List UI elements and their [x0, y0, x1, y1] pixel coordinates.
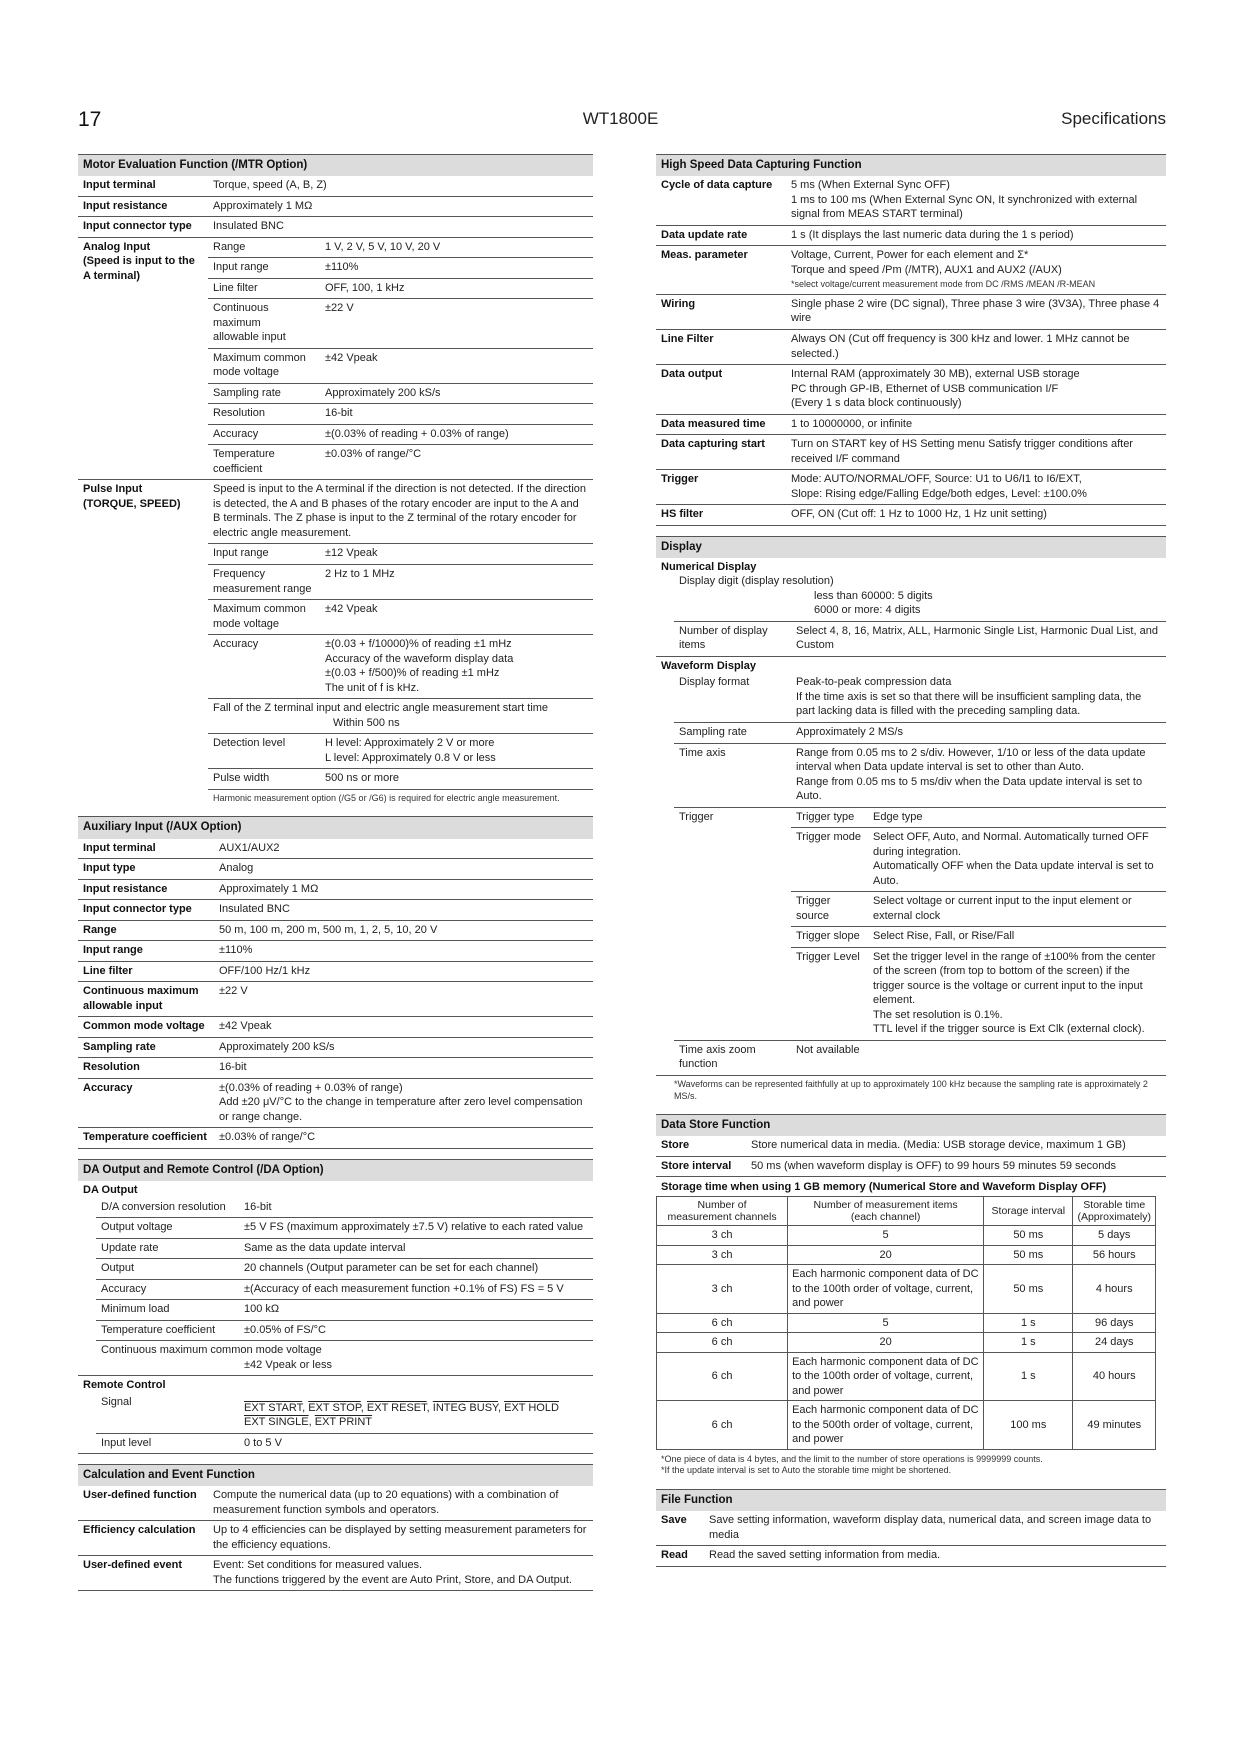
store-note-2: *If the update interval is set to Auto the storable time might be shortened. [661, 1465, 952, 1476]
zoom-key: Time axis zoom function [679, 1043, 756, 1071]
hs-table [656, 176, 1166, 525]
storage-cell: Each harmonic component data of DC to the 500th order of voltage, current, and power [788, 1401, 984, 1450]
pulse-row [208, 565, 593, 600]
storage-row [657, 1333, 1156, 1353]
da-item-row [96, 1218, 593, 1239]
storage-cell: 6 ch [657, 1401, 788, 1450]
pulse2-row [208, 769, 593, 790]
mtr-label: Input resistance [78, 196, 208, 217]
aux-row [78, 1037, 593, 1058]
storage-cell: 5 [788, 1226, 984, 1246]
storage-cell: 6 ch [657, 1313, 788, 1333]
trigger-key: Trigger slope [796, 930, 860, 943]
pulse2-value: H level: Approximately 2 V or more L level: Approximately 0.8 V or less [325, 737, 496, 764]
storage-cell: 3 ch [657, 1226, 788, 1246]
display-items-key: Number of display items [679, 624, 768, 652]
storage-row [657, 1245, 1156, 1265]
wave-key: Sampling rate [679, 725, 747, 738]
da-item-key: Output voltage [101, 1221, 173, 1234]
aux-label: Accuracy [78, 1078, 214, 1128]
store-row [656, 1136, 1166, 1156]
storage-row [657, 1313, 1156, 1333]
mtr-value: Insulated BNC [208, 217, 593, 238]
zoom-row [674, 1041, 1166, 1075]
storage-cell: 1 s [984, 1333, 1073, 1353]
storage-cell: 50 ms [984, 1245, 1073, 1265]
trigger-value: Set the trigger level in the range of ±100% from the center of the screen (from top to bottom of the screen) if the trigger source is the voltage or current input to the input element. The set resolution is 0.1%. TTL level if the trigger source is Ext Clk (external clock). [873, 950, 1156, 1036]
analog-key: Sampling rate [213, 386, 281, 399]
aux-label: Input type [78, 859, 214, 880]
trigger-group [674, 808, 1166, 1041]
wave-value: Peak-to-peak compression data If the time axis is set so that there will be insufficient sampling data, the part lacking data is filled with the preceding sampling data. [796, 676, 1142, 718]
remote-signal: EXT RESET [366, 1401, 427, 1414]
analog-key: Line filter [213, 281, 258, 294]
wave-key: Time axis [679, 746, 726, 759]
calc-label: User-defined function [78, 1486, 208, 1521]
trigger-row [791, 828, 1166, 892]
storage-row [657, 1352, 1156, 1401]
storage-cell: 20 [788, 1245, 984, 1265]
remote-signal: EXT HOLD [504, 1401, 559, 1414]
left-column [78, 154, 593, 1591]
da-title: DA Output and Remote Control (/DA Option) [78, 1159, 593, 1181]
da-item-value: ±(Accuracy of each measurement function +0.1% of FS) FS = 5 V [244, 1282, 564, 1295]
storage-header-cell: Storage interval [984, 1196, 1073, 1225]
storage-cell: 40 hours [1073, 1352, 1156, 1401]
hs-row [656, 365, 1166, 415]
file-label: Save [656, 1511, 704, 1546]
store-value: 50 ms (when waveform display is OFF) to 99 hours 59 minutes 59 seconds [746, 1156, 1166, 1177]
analog-value: ±42 Vpeak [325, 351, 378, 364]
pulse-key: Maximum common mode voltage [213, 603, 306, 630]
calc-label: Efficiency calculation [78, 1521, 208, 1556]
mtr-row [78, 196, 593, 217]
remote-signal: EXT PRINT [314, 1416, 372, 1429]
aux-label: Sampling rate [78, 1037, 214, 1058]
analog-input-label: Analog Input (Speed is input to the A terminal) [78, 238, 208, 480]
pulse-key: Accuracy [213, 638, 259, 651]
storage-header-cell: Number of measurement items (each channel) [788, 1196, 984, 1225]
pulse-key: Input range [213, 547, 269, 560]
da-item-row [96, 1259, 593, 1280]
storage-cell: 100 ms [984, 1401, 1073, 1450]
hs-label: Trigger [656, 470, 786, 505]
aux-value: Analog [214, 859, 593, 880]
input-level-value: 0 to 5 V [244, 1436, 282, 1449]
storage-cell: 49 minutes [1073, 1401, 1156, 1450]
wave-value: Approximately 2 MS/s [796, 725, 903, 738]
zfall-value: Within 500 ns [333, 716, 400, 729]
numerical-display-label: Numerical Display [661, 560, 757, 573]
hs-label: Meas. parameter [656, 246, 786, 295]
storage-header-cell: Storable time (Approximately) [1073, 1196, 1156, 1225]
aux-table [78, 839, 593, 1149]
da-item-value: ±0.05% of FS/°C [244, 1323, 326, 1336]
pulse2-value: 500 ns or more [325, 772, 399, 785]
aux-row [78, 839, 593, 859]
display-note: *Waveforms can be represented faithfully at up to approximately 100 kHz because the sampling rate is approximately 2 MS/s. [674, 1078, 1148, 1101]
aux-row [78, 920, 593, 941]
aux-value: AUX1/AUX2 [214, 839, 593, 859]
trigger-key: Trigger type [796, 810, 855, 823]
hs-row [656, 470, 1166, 505]
store-label: Store [656, 1136, 746, 1156]
analog-key: Accuracy [213, 427, 259, 440]
file-row [656, 1546, 1166, 1567]
pulse-row [208, 635, 593, 699]
file-table [656, 1511, 1166, 1567]
trigger-row [791, 892, 1166, 927]
signal-value: EXT START, EXT STOP, EXT RESET, INTEG BUSY, EXT HOLD EXT SINGLE, EXT PRINT [244, 1401, 559, 1429]
da-cmv-value: ±42 Vpeak or less [244, 1358, 332, 1371]
input-level-row [96, 1434, 593, 1454]
hs-label: Data capturing start [656, 435, 786, 470]
da-output-label: DA Output [83, 1183, 138, 1196]
trigger-value: Select voltage or current input to the input element or external clock [873, 895, 1132, 922]
storage-cell: 6 ch [657, 1352, 788, 1401]
calc-value: Compute the numerical data (up to 20 equations) with a combination of measurement function symbols and operators. [208, 1486, 593, 1521]
mtr-label: Input connector type [78, 217, 208, 238]
da-item-row [96, 1300, 593, 1321]
analog-row [208, 349, 593, 384]
aux-label: Input range [78, 941, 214, 962]
aux-label: Continuous maximum allowable input [78, 982, 214, 1017]
hs-value: Mode: AUTO/NORMAL/OFF, Source: U1 to U6/I1 to I6/EXT, Slope: Rising edge/Falling Edge/both edges, Level: ±100.0% [786, 470, 1166, 505]
hs-row [656, 225, 1166, 246]
analog-key: Temperature coefficient [213, 448, 275, 475]
aux-row [78, 1078, 593, 1128]
hs-label: Wiring [656, 294, 786, 329]
hs-label: Line Filter [656, 329, 786, 364]
hs-row [656, 176, 1166, 225]
aux-label: Range [78, 920, 214, 941]
calc-value: Event: Set conditions for measured values. The functions triggered by the event are Auto Print, Store, and DA Output. [208, 1556, 593, 1591]
storage-cell: 96 days [1073, 1313, 1156, 1333]
aux-label: Input terminal [78, 839, 214, 859]
pulse-row [208, 600, 593, 635]
hs-label: Data measured time [656, 414, 786, 435]
da-output-block [78, 1181, 593, 1376]
pulse-value: ±42 Vpeak [325, 603, 378, 616]
mtr-value: Torque, speed (A, B, Z) [208, 176, 593, 196]
da-item-key: Minimum load [101, 1303, 170, 1316]
analog-key: Input range [213, 261, 269, 274]
pulse-value: ±(0.03 + f/10000)% of reading ±1 mHz Accuracy of the waveform display data ±(0.03 + f/500)% of reading ±1 mHz The unit of f is kHz. [325, 638, 514, 694]
trigger-key: Trigger [679, 810, 714, 823]
aux-value: ±0.03% of range/°C [214, 1128, 593, 1149]
aux-value: OFF/100 Hz/1 kHz [214, 961, 593, 982]
remote-signal: EXT START [244, 1401, 303, 1414]
file-label: Read [656, 1546, 704, 1567]
da-item-value: 20 channels (Output parameter can be set for each channel) [244, 1262, 539, 1275]
trigger-key: Trigger mode [796, 831, 862, 844]
da-cmv-row [96, 1341, 593, 1375]
wave-value: Range from 0.05 ms to 2 s/div. However, 1/10 or less of the data update interval when Data update interval is set to other than Auto. Range from 0.05 ms to 5 ms/div when the Data update interval is set to Auto. [796, 746, 1146, 803]
mtr-title: Motor Evaluation Function (/MTR Option) [78, 154, 593, 176]
file-title: File Function [656, 1489, 1166, 1511]
aux-row [78, 1017, 593, 1038]
numerical-display-block [656, 558, 1166, 657]
da-conv-key: D/A conversion resolution [101, 1200, 226, 1213]
storage-cell: 6 ch [657, 1333, 788, 1353]
hs-value: Turn on START key of HS Setting menu Satisfy trigger conditions after received I/F command [786, 435, 1166, 470]
storage-cell: 4 hours [1073, 1265, 1156, 1314]
storage-cell: 3 ch [657, 1245, 788, 1265]
display-items-value: Select 4, 8, 16, Matrix, ALL, Harmonic Single List, Harmonic Dual List, and Custom [796, 624, 1158, 652]
hs-value: 1 s (It displays the last numeric data during the 1 s period) [786, 225, 1166, 246]
store-row [656, 1156, 1166, 1177]
storage-cell: 1 s [984, 1313, 1073, 1333]
storage-cell: 24 days [1073, 1333, 1156, 1353]
da-item-key: Accuracy [101, 1282, 147, 1295]
analog-value: 1 V, 2 V, 5 V, 10 V, 20 V [325, 240, 441, 253]
pulse-input-label: Pulse Input (TORQUE, SPEED) [83, 483, 181, 510]
aux-label: Input connector type [78, 900, 214, 921]
aux-value: Insulated BNC [214, 900, 593, 921]
aux-row [78, 1128, 593, 1149]
pulse-intro: Speed is input to the A terminal if the direction is not detected. If the direction is detected, the A and B phases of the rotary encoder are input to the A and B terminals. The Z phase is input to the Z terminal of the rotary encoder for electric angle measurement. [208, 480, 593, 544]
mtr-row [78, 217, 593, 238]
trigger-row [791, 808, 1166, 829]
da-item-row [96, 1321, 593, 1342]
analog-key: Continuous maximum allowable input [213, 302, 286, 344]
aux-row [78, 1058, 593, 1079]
aux-label: Resolution [78, 1058, 214, 1079]
file-row [656, 1511, 1166, 1546]
pulse2-row [208, 734, 593, 769]
pulse2-key: Detection level [213, 737, 286, 750]
calc-row [78, 1521, 593, 1556]
storage-cell: Each harmonic component data of DC to the 100th order of voltage, current, and power [788, 1352, 984, 1401]
da-item-row [96, 1280, 593, 1301]
aux-value: Approximately 1 MΩ [214, 879, 593, 900]
hs-label: Data output [656, 365, 786, 415]
aux-row [78, 961, 593, 982]
da-item-key: Output [101, 1262, 135, 1275]
storage-cell: 3 ch [657, 1265, 788, 1314]
pulse-row [208, 544, 593, 565]
storage-cell: 50 ms [984, 1226, 1073, 1246]
hs-value: 1 to 10000000, or infinite [786, 414, 1166, 435]
pulse-value: ±12 Vpeak [325, 547, 378, 560]
hs-label: Data update rate [656, 225, 786, 246]
hs-value: OFF, ON (Cut off: 1 Hz to 1000 Hz, 1 Hz unit setting) [786, 505, 1166, 526]
analog-row [208, 258, 593, 279]
da-conv-value: 16-bit [244, 1200, 272, 1213]
file-value: Read the saved setting information from media. [704, 1546, 1166, 1567]
hs-value: 5 ms (When External Sync OFF) 1 ms to 100 ms (When External Sync ON, It synchronized with external signal from MEAS START terminal) [786, 176, 1166, 225]
zoom-value: Not available [796, 1043, 860, 1056]
wave-row [674, 744, 1166, 808]
da-item-key: Update rate [101, 1241, 159, 1254]
store-table [656, 1136, 1166, 1177]
hs-row [656, 294, 1166, 329]
trigger-row [791, 927, 1166, 948]
aux-value: ±22 V [214, 982, 593, 1017]
zfall-row [208, 699, 593, 734]
aux-row [78, 859, 593, 880]
mtr-label: Input terminal [78, 176, 208, 196]
storage-cell: 5 days [1073, 1226, 1156, 1246]
storage-cell: 1 s [984, 1352, 1073, 1401]
remote-control-label: Remote Control [83, 1379, 166, 1392]
analog-value: 16-bit [325, 407, 353, 420]
analog-key: Range [213, 240, 246, 253]
da-item-key: Temperature coefficient [101, 1323, 216, 1336]
hs-label: HS filter [656, 505, 786, 526]
wave-row [674, 673, 1166, 723]
zfall-key: Fall of the Z terminal input and electric angle measurement start time [213, 702, 549, 715]
storage-cell: 5 [788, 1313, 984, 1333]
storage-header-cell: Number of measurement channels [657, 1196, 788, 1225]
storage-cell: Each harmonic component data of DC to the 100th order of voltage, current, and power [788, 1265, 984, 1314]
trigger-key: Trigger source [796, 895, 831, 922]
remote-signal: INTEG BUSY [432, 1401, 498, 1414]
calc-title: Calculation and Event Function [78, 1464, 593, 1486]
hs-value: Single phase 2 wire (DC signal), Three phase 3 wire (3V3A), Three phase 4 wire [786, 294, 1166, 329]
aux-label: Input resistance [78, 879, 214, 900]
hs-row [656, 246, 1166, 295]
aux-label: Temperature coefficient [78, 1128, 214, 1149]
store-title: Data Store Function [656, 1114, 1166, 1136]
pulse2-key: Pulse width [213, 772, 270, 785]
waveform-display-block [656, 657, 1166, 1076]
storage-time-table [656, 1196, 1156, 1450]
page-number: 17 [78, 108, 102, 131]
da-cmv-key: Continuous maximum common mode voltage [101, 1344, 322, 1357]
calc-label: User-defined event [78, 1556, 208, 1591]
trigger-key: Trigger Level [796, 950, 860, 963]
hs-row [656, 505, 1166, 526]
display-digit-value: less than 60000: 5 digits 6000 or more: 4 digits [674, 589, 1166, 622]
trigger-value: Select OFF, Auto, and Normal. Automatically turned OFF during integration. Automatically OFF when the Data update interval is set to Auto. [873, 831, 1154, 887]
signal-key: Signal [101, 1395, 132, 1408]
storage-row [657, 1226, 1156, 1246]
hs-row [656, 414, 1166, 435]
aux-value: ±42 Vpeak [214, 1017, 593, 1038]
analog-row [208, 384, 593, 405]
analog-value: ±110% [325, 261, 359, 274]
storage-row [657, 1401, 1156, 1450]
analog-row [208, 445, 593, 479]
analog-key: Resolution [213, 407, 265, 420]
aux-row [78, 941, 593, 962]
da-item-value: Same as the data update interval [244, 1241, 406, 1254]
display-digit-key: Display digit (display resolution) [679, 575, 834, 588]
input-level-key: Input level [101, 1436, 152, 1449]
hs-note: *select voltage/current measurement mode from DC /RMS /MEAN /R-MEAN [791, 279, 1096, 290]
aux-label: Line filter [78, 961, 214, 982]
aux-row [78, 982, 593, 1017]
storage-header-row [657, 1196, 1156, 1225]
analog-value: ±0.03% of range/°C [325, 448, 422, 461]
aux-row [78, 900, 593, 921]
mtr-row [78, 176, 593, 196]
hs-value: Internal RAM (approximately 30 MB), external USB storage PC through GP-IB, Ethernet of USB communication I/F (Every 1 s data block continuously) [786, 365, 1166, 415]
aux-value: ±(0.03% of reading + 0.03% of range) Add ±20 μV/°C to the change in temperature after zero level compensation or range change. [214, 1078, 593, 1128]
document-model: WT1800E [582, 109, 659, 128]
mtr-basic-table [78, 176, 593, 238]
pulse-key: Frequency measurement range [213, 568, 312, 595]
calc-row [78, 1556, 593, 1591]
da-item-row [96, 1239, 593, 1260]
display-items-row [674, 622, 1166, 656]
calc-table [78, 1486, 593, 1591]
signal-row [96, 1393, 593, 1434]
calc-row [78, 1486, 593, 1521]
aux-value: Approximately 200 kS/s [214, 1037, 593, 1058]
analog-value: ±(0.03% of reading + 0.03% of range) [325, 427, 509, 440]
remote-signal: EXT SINGLE [244, 1416, 309, 1429]
mtr-note: Harmonic measurement option (/G5 or /G6) is required for electric angle measurement. [213, 792, 560, 803]
aux-value: ±110% [214, 941, 593, 962]
da-item-value: ±5 V FS (maximum approximately ±7.5 V) relative to each rated value [244, 1221, 584, 1234]
trigger-value: Select Rise, Fall, or Rise/Fall [873, 930, 1015, 943]
analog-row [208, 279, 593, 300]
trigger-row [791, 948, 1166, 1040]
hs-value: Always ON (Cut off frequency is 300 kHz and lower. 1 MHz cannot be selected.) [786, 329, 1166, 364]
analog-value: ±22 V [325, 302, 354, 315]
right-column [656, 154, 1166, 1567]
storage-cell: 56 hours [1073, 1245, 1156, 1265]
trigger-value: Edge type [873, 810, 923, 823]
analog-value: Approximately 200 kS/s [325, 386, 441, 399]
hs-row [656, 435, 1166, 470]
hs-title: High Speed Data Capturing Function [656, 154, 1166, 176]
analog-key: Maximum common mode voltage [213, 351, 306, 379]
hs-label: Cycle of data capture [656, 176, 786, 225]
remote-signal: EXT STOP [308, 1401, 361, 1414]
display-title: Display [656, 536, 1166, 558]
hs-value [786, 246, 1166, 295]
calc-value: Up to 4 efficiencies can be displayed by setting measurement parameters for the efficiency equations. [208, 1521, 593, 1556]
da-item-value: 100 kΩ [244, 1303, 280, 1316]
da-conversion-row [96, 1198, 593, 1219]
remote-control-block [78, 1376, 593, 1454]
analog-row [208, 238, 593, 259]
storage-row [657, 1265, 1156, 1314]
aux-label: Common mode voltage [78, 1017, 214, 1038]
pulse-value: 2 Hz to 1 MHz [325, 568, 395, 580]
wave-row [674, 723, 1166, 744]
aux-row [78, 879, 593, 900]
hs-value-text: Voltage, Current, Power for each element and Σ* Torque and speed /Pm (/MTR), AUX1 and AUX2 (/AUX) [791, 249, 1062, 276]
file-value: Save setting information, waveform display data, numerical data, and screen image data to media [704, 1511, 1166, 1546]
store-label: Store interval [656, 1156, 746, 1177]
store-note-1: *One piece of data is 4 bytes, and the limit to the number of store operations is 9999999 counts. [661, 1453, 1043, 1464]
waveform-display-label: Waveform Display [661, 659, 756, 672]
hs-row [656, 329, 1166, 364]
store-value: Store numerical data in media. (Media: USB storage device, maximum 1 GB) [746, 1136, 1166, 1156]
aux-title: Auxiliary Input (/AUX Option) [78, 816, 593, 838]
mtr-value: Approximately 1 MΩ [208, 196, 593, 217]
wave-key: Display format [679, 676, 750, 689]
storage-cell: 50 ms [984, 1265, 1073, 1314]
storage-cell: 20 [788, 1333, 984, 1353]
document-section: Specifications [1061, 109, 1166, 128]
aux-value: 50 m, 100 m, 200 m, 500 m, 1, 2, 5, 10, 20 V [214, 920, 593, 941]
analog-row [208, 404, 593, 425]
analog-row [208, 299, 593, 349]
aux-value: 16-bit [214, 1058, 593, 1079]
storage-table-caption: Storage time when using 1 GB memory (Numerical Store and Waveform Display OFF) [661, 1181, 1107, 1194]
analog-value: OFF, 100, 1 kHz [325, 281, 405, 294]
mtr-analog-table [78, 238, 593, 807]
analog-row [208, 425, 593, 446]
